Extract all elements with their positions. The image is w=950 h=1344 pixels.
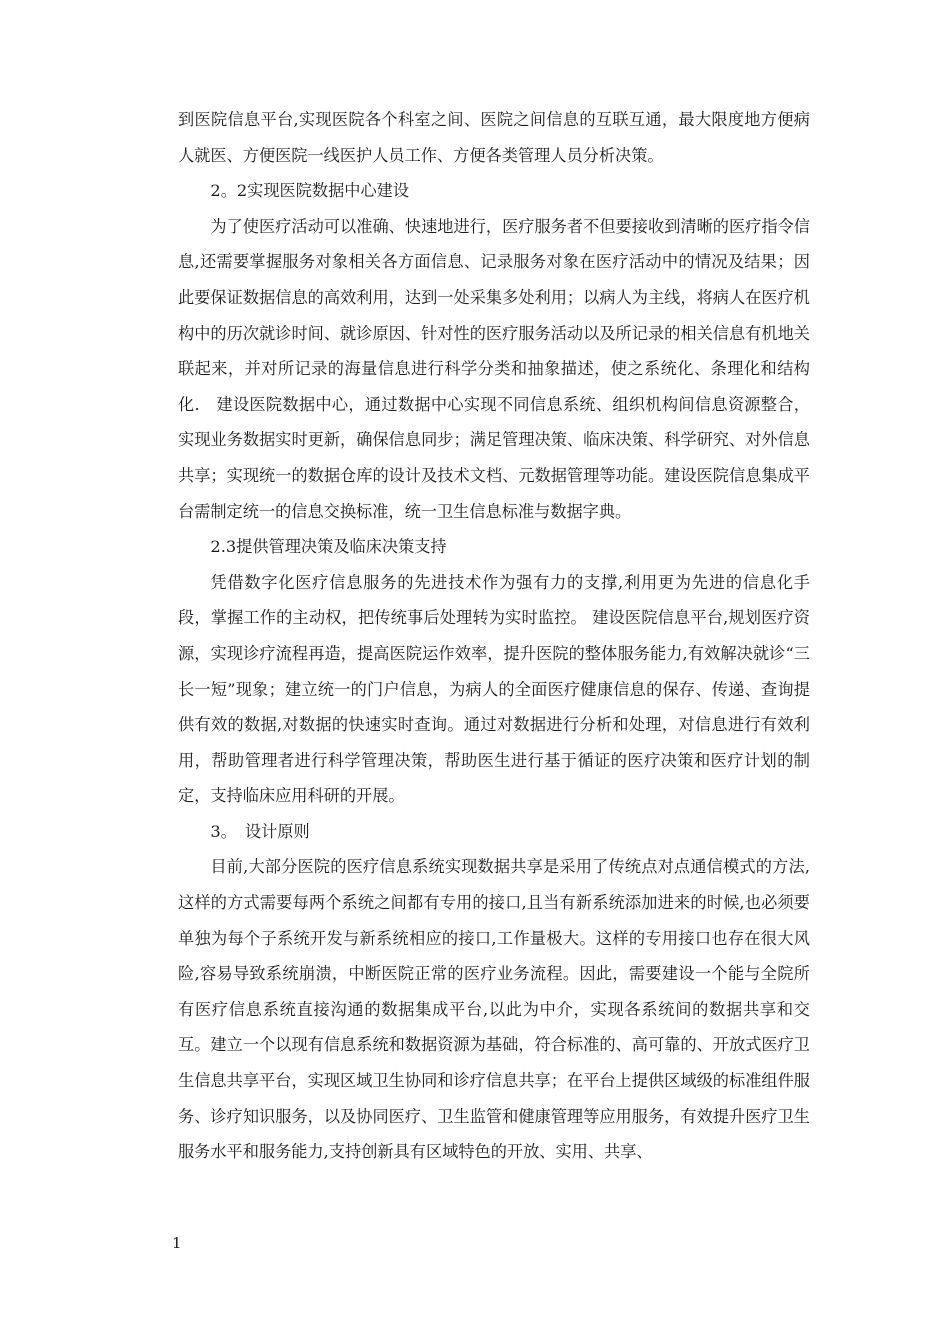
document-body xyxy=(178,102,810,1170)
paragraph-decision-support: 凭借数字化医疗信息服务的先进技术作为强有力的支撑,利用更为先进的信息化手段，掌握工作的主动权，把传统事后处理转为实时监控。 建设医院信息平台,规划医疗资源，实现诊疗流程再造，提高医院运作效率，提升医院的整体服务能力,有效解决就诊“三长一短”现象；建立统一的门户信息，为病人的全面医疗健康信息的保存、传递、查询提供有效的数据,对数据的快速实时查询。通过对数据进行分析和处理，对信息进行有效利用，帮助管理者进行科学管理决策，帮助医生进行基于循证的医疗决策和医疗计划的制定，支持临床应用科研的开展。 xyxy=(178,572,810,806)
section-heading-2-2: 2。2实现医院数据中心建设 xyxy=(210,181,410,201)
section-heading-2-3: 2.3提供管理决策及临床决策支持 xyxy=(210,537,447,557)
section-heading-3: 3。 设计原则 xyxy=(210,821,310,841)
paragraph-design-principles: 目前,大部分医院的医疗信息系统实现数据共享是采用了传统点对点通信模式的方法,这样的方式需要每两个系统之间都有专用的接口,且当有新系统添加进来的时候,也必须要单独为每个子系统开发与新系统相应的接口,工作量极大。这样的专用接口也存在很大风险,容易导致系统崩溃，中断医院正常的医疗业务流程。因此，需要建设一个能与全院所有医疗信息系统直接沟通的数据集成平台,以此为中介，实现各系统间的数据共享和交互。建立一个以现有信息系统和数据资源为基础，符合标准的、高可靠的、开放式医疗卫生信息共享平台，实现区域卫生协同和诊疗信息共享；在平台上提供区域级的标准组件服务、诊疗知识服务，以及协同医疗、卫生监管和健康管理等应用服务，有效提升医疗卫生服务水平和服务能力,支持创新具有区域特色的开放、实用、共享、 xyxy=(178,857,810,1162)
page-number: 1 xyxy=(172,1234,182,1252)
paragraph-data-center: 为了使医疗活动可以准确、快速地进行，医疗服务者不但要接收到清晰的医疗指令信息,还需要掌握服务对象相关各方面信息、记录服务对象在医疗活动中的情况及结果；因此要保证数据信息的高效利用，达到一处采集多处利用；以病人为主线，将病人在医疗机构中的历次就诊时间、就诊原因、针对性的医疗服务活动以及所记录的相关信息有机地关联起来，并对所记录的海量信息进行科学分类和抽象描述，使之系统化、条理化和结构化. 建设医院数据中心，通过数据中心实现不同信息系统、组织机构间信息资源整合，实现业务数据实时更新，确保信息同步；满足管理决策、临床决策、科学研究、对外信息共享；实现统一的数据仓库的设计及技术文档、元数据管理等功能。建设医院信息集成平台需制定统一的信息交换标准，统一卫生信息标准与数据字典。 xyxy=(178,216,810,521)
paragraph-continuation: 到医院信息平台,实现医院各个科室之间、医院之间信息的互联互通，最大限度地方便病人就医、方便医院一线医护人员工作、方便各类管理人员分析决策。 xyxy=(178,110,810,165)
